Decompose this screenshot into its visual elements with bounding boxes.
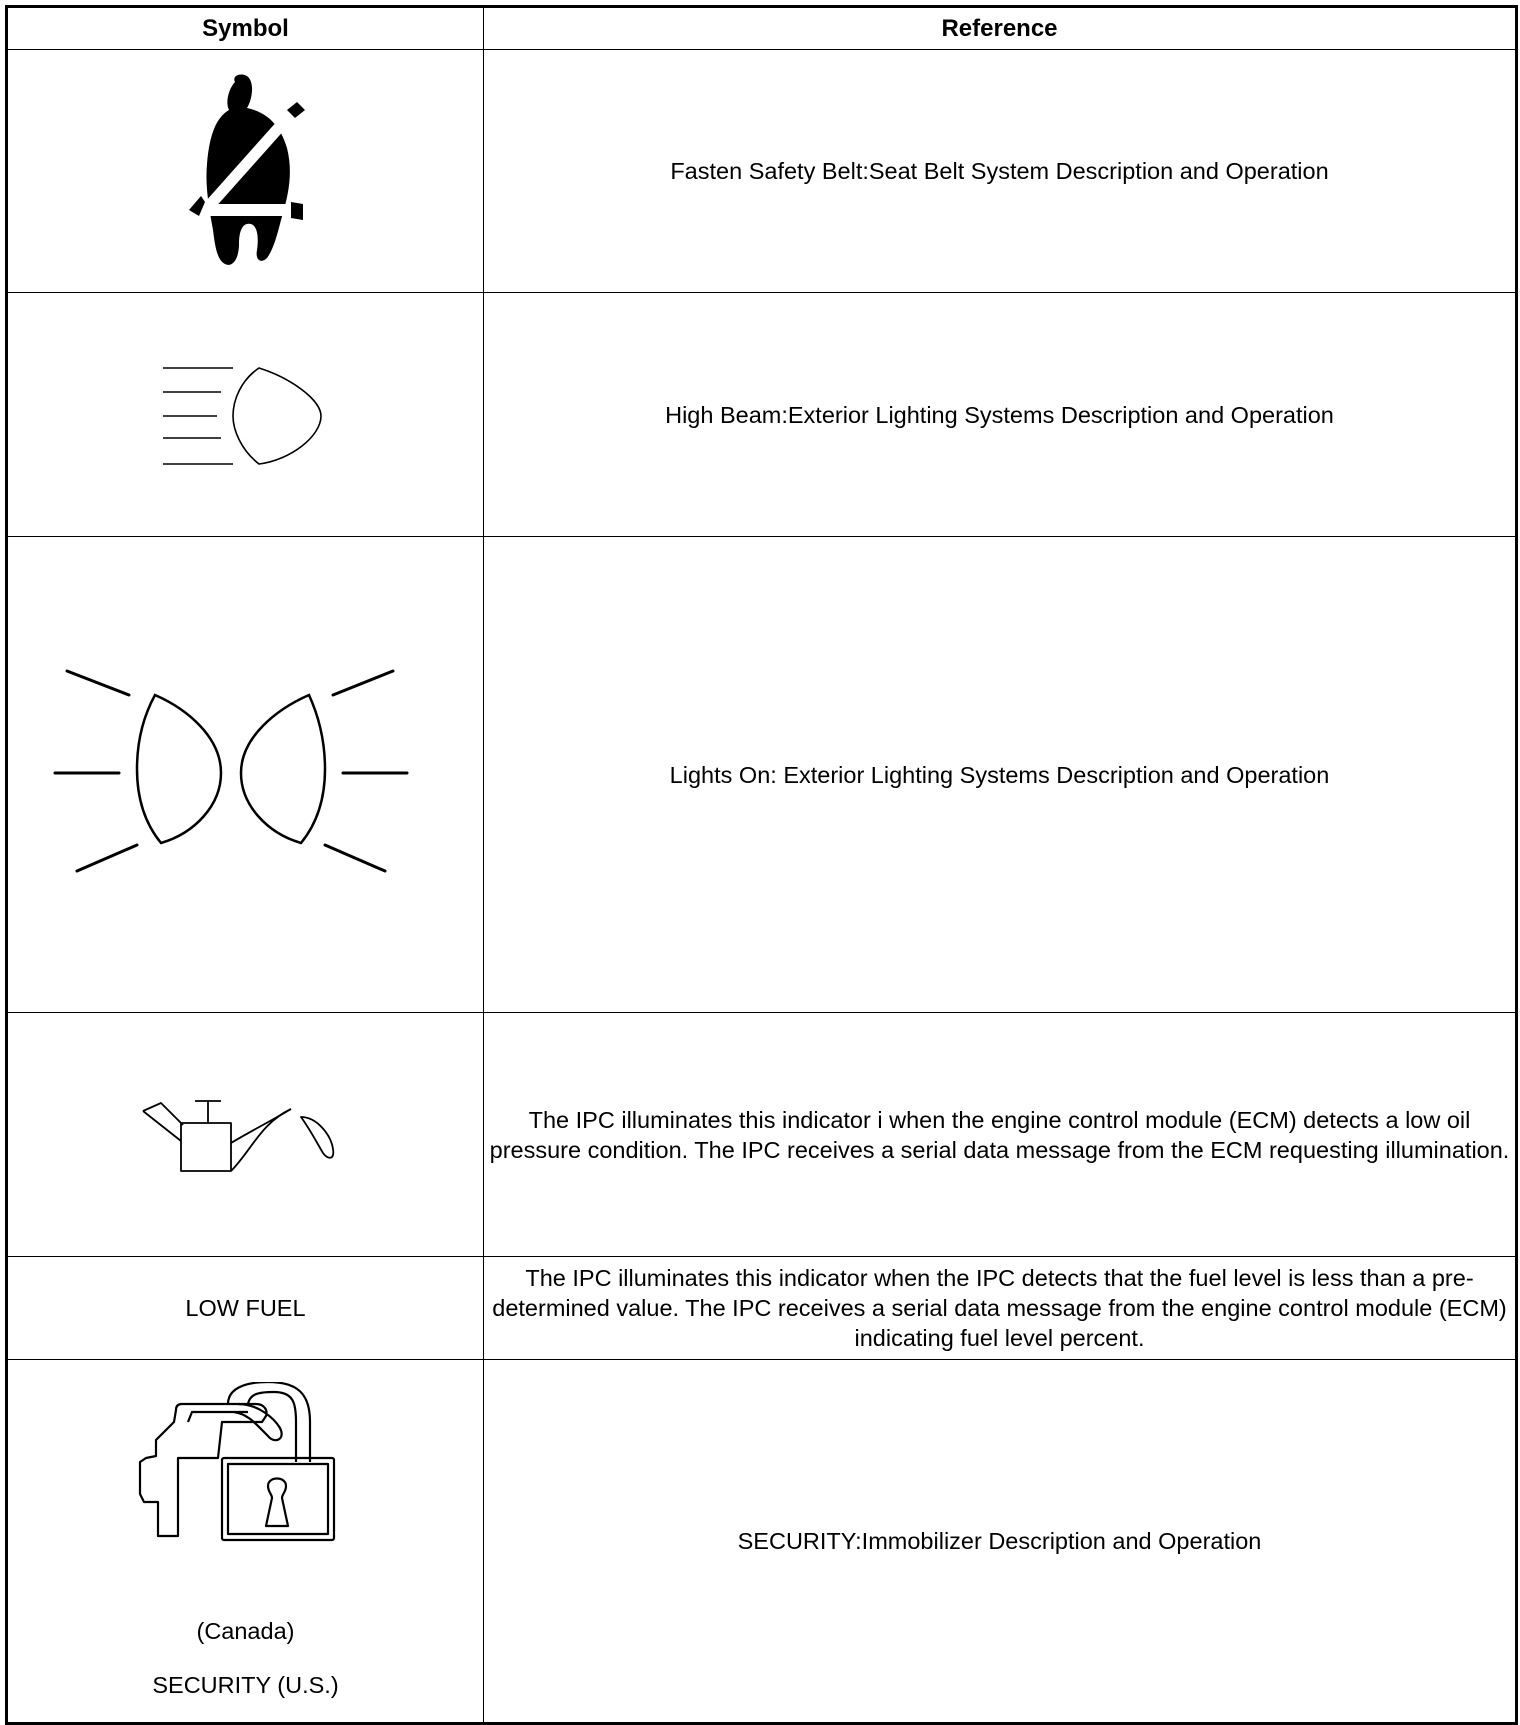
symbol-cell [7, 1013, 484, 1257]
symbol-cell [7, 293, 484, 537]
canada-caption: (Canada) [196, 1618, 295, 1644]
table-row [7, 1013, 1517, 1257]
lights-on-icon [51, 665, 441, 885]
table-row [7, 1257, 1517, 1360]
symbol-cell [7, 537, 484, 1013]
table-row [7, 50, 1517, 293]
reference-cell: High Beam:Exterior Lighting Systems Description and Operation [484, 293, 1517, 537]
security-us-caption: SECURITY (U.S.) [152, 1672, 339, 1698]
symbol-cell [7, 1257, 484, 1360]
indicator-reference-table [5, 5, 1518, 1725]
security-symbol-area [8, 1360, 483, 1722]
reference-cell: The IPC illuminates this indicator when the IPC detects that the fuel level is less than a pre-determined value. The IPC receives a serial data message from the engine control module (ECM) indicating fuel level percent. [484, 1257, 1517, 1360]
security-lock-icon [138, 1382, 338, 1542]
table-row [7, 1360, 1517, 1724]
table-row [7, 537, 1517, 1013]
low-fuel-label: LOW FUEL [185, 1294, 306, 1321]
high-beam-icon [161, 360, 331, 470]
table-row [7, 293, 1517, 537]
reference-cell: SECURITY:Immobilizer Description and Operation [484, 1360, 1517, 1724]
seat-belt-icon [181, 74, 311, 269]
symbol-column-header: Symbol [7, 7, 484, 50]
symbol-cell [7, 1360, 484, 1724]
reference-column-header: Reference [484, 7, 1517, 50]
reference-cell: Lights On: Exterior Lighting Systems Description and Operation [484, 537, 1517, 1013]
symbol-cell [7, 50, 484, 293]
reference-cell: Fasten Safety Belt:Seat Belt System Description and Operation [484, 50, 1517, 293]
header-row [7, 7, 1517, 50]
oil-pressure-icon [141, 1095, 351, 1175]
reference-cell: The IPC illuminates this indicator i when the engine control module (ECM) detects a low oil pressure condition. The IPC receives a serial data message from the ECM requesting illumination. [484, 1013, 1517, 1257]
